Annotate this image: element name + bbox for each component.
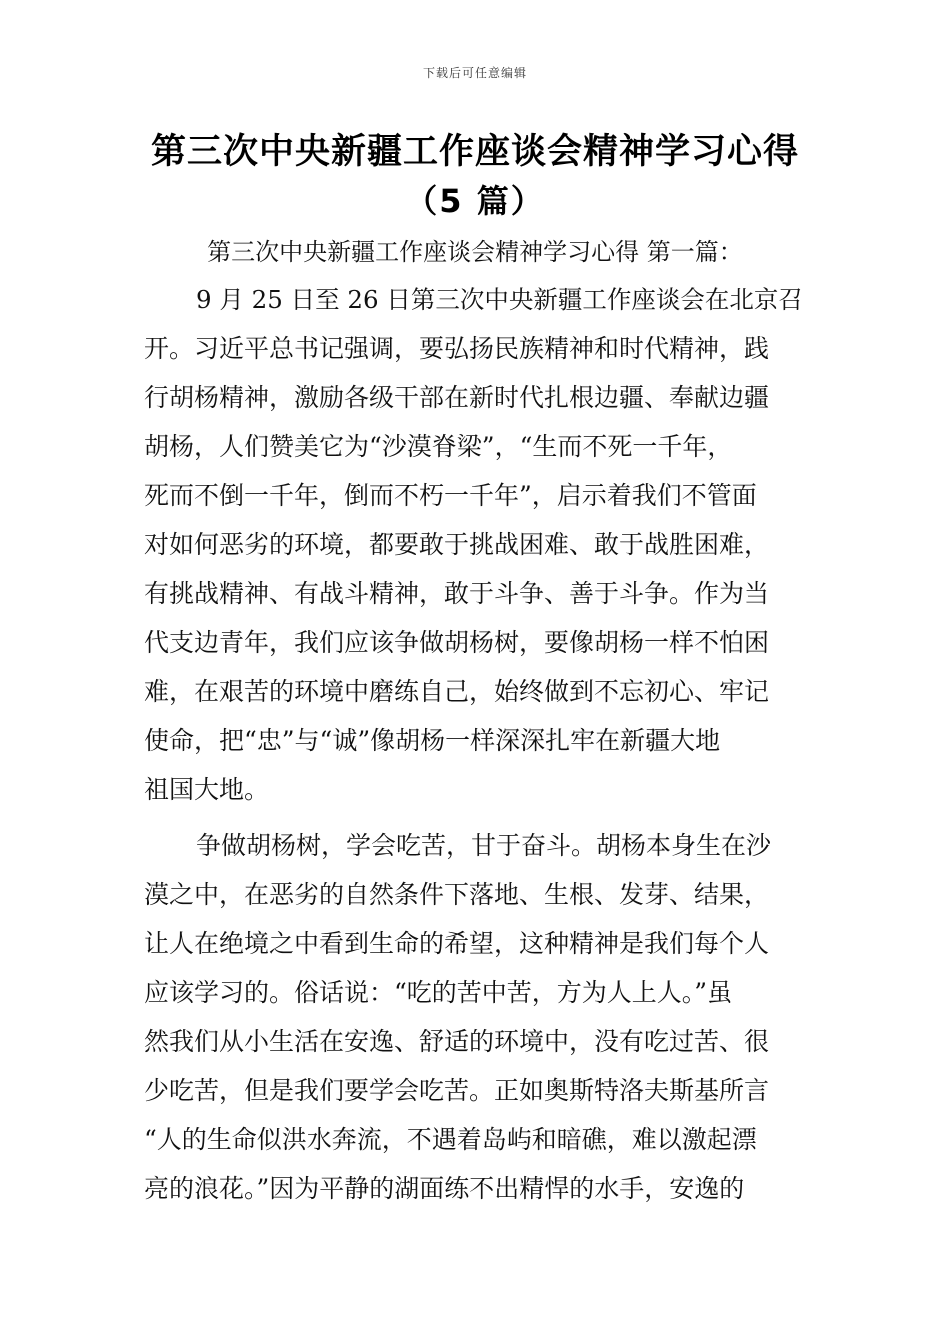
text-line: 难，在艰苦的环境中磨练自己，始终做到不忘初心、牢记: [144, 677, 770, 706]
document-title: 第三次中央新疆工作座谈会精神学习心得: [150, 132, 799, 172]
text-line: 对如何恶劣的环境，都要敢于挑战困难、敢于战胜困难，: [144, 530, 770, 559]
text-line: 应该学习的。俗话说：“吃的苦中苦，方为人上人。”虽: [144, 978, 733, 1007]
section-heading: 第三次中央新疆工作座谈会精神学习心得 第一篇：: [207, 238, 743, 266]
header-note: 下载后可任意编辑: [422, 66, 527, 80]
text-line: 代支边青年，我们应该争做胡杨树，要像胡杨一样不怕困: [144, 628, 770, 657]
text-line: 胡杨，人们赞美它为“沙漠脊梁”，“生而不死一千年，: [144, 432, 733, 461]
text-line: 然我们从小生活在安逸、舒适的环境中，没有吃过苦、很: [144, 1027, 770, 1056]
text-line: 祖国大地。: [144, 775, 270, 804]
text-line: 争做胡杨树，学会吃苦，甘于奋斗。胡杨本身生在沙: [196, 831, 772, 860]
text-line: 死而不倒一千年，倒而不朽一千年”，启示着我们不管面: [144, 481, 757, 510]
text-line: 漠之中，在恶劣的自然条件下落地、生根、发芽、结果，: [144, 880, 770, 909]
text-line: 9 月 25 日至 26 日第三次中央新疆工作座谈会在北京召: [196, 285, 803, 314]
text-line: 有挑战精神、有战斗精神，敢于斗争、善于斗争。作为当: [144, 579, 770, 608]
text-line: 使命，把“忠”与“诚”像胡杨一样深深扎牢在新疆大地: [144, 726, 721, 755]
text-line: “人的生命似洪水奔流，不遇着岛屿和暗礁，难以激起漂: [144, 1125, 757, 1154]
text-line: 开。习近平总书记强调，要弘扬民族精神和时代精神，践: [144, 334, 770, 363]
text-line: 少吃苦，但是我们要学会吃苦。正如奥斯特洛夫斯基所言: [144, 1076, 770, 1105]
text-line: 亮的浪花。”因为平静的湖面练不出精悍的水手，安逸的: [144, 1174, 745, 1203]
document-title-count: （5 篇）: [405, 182, 545, 220]
text-line: 让人在绝境之中看到生命的希望，这种精神是我们每个人: [144, 929, 770, 958]
text-line: 行胡杨精神，激励各级干部在新时代扎根边疆、奉献边疆: [144, 383, 770, 412]
